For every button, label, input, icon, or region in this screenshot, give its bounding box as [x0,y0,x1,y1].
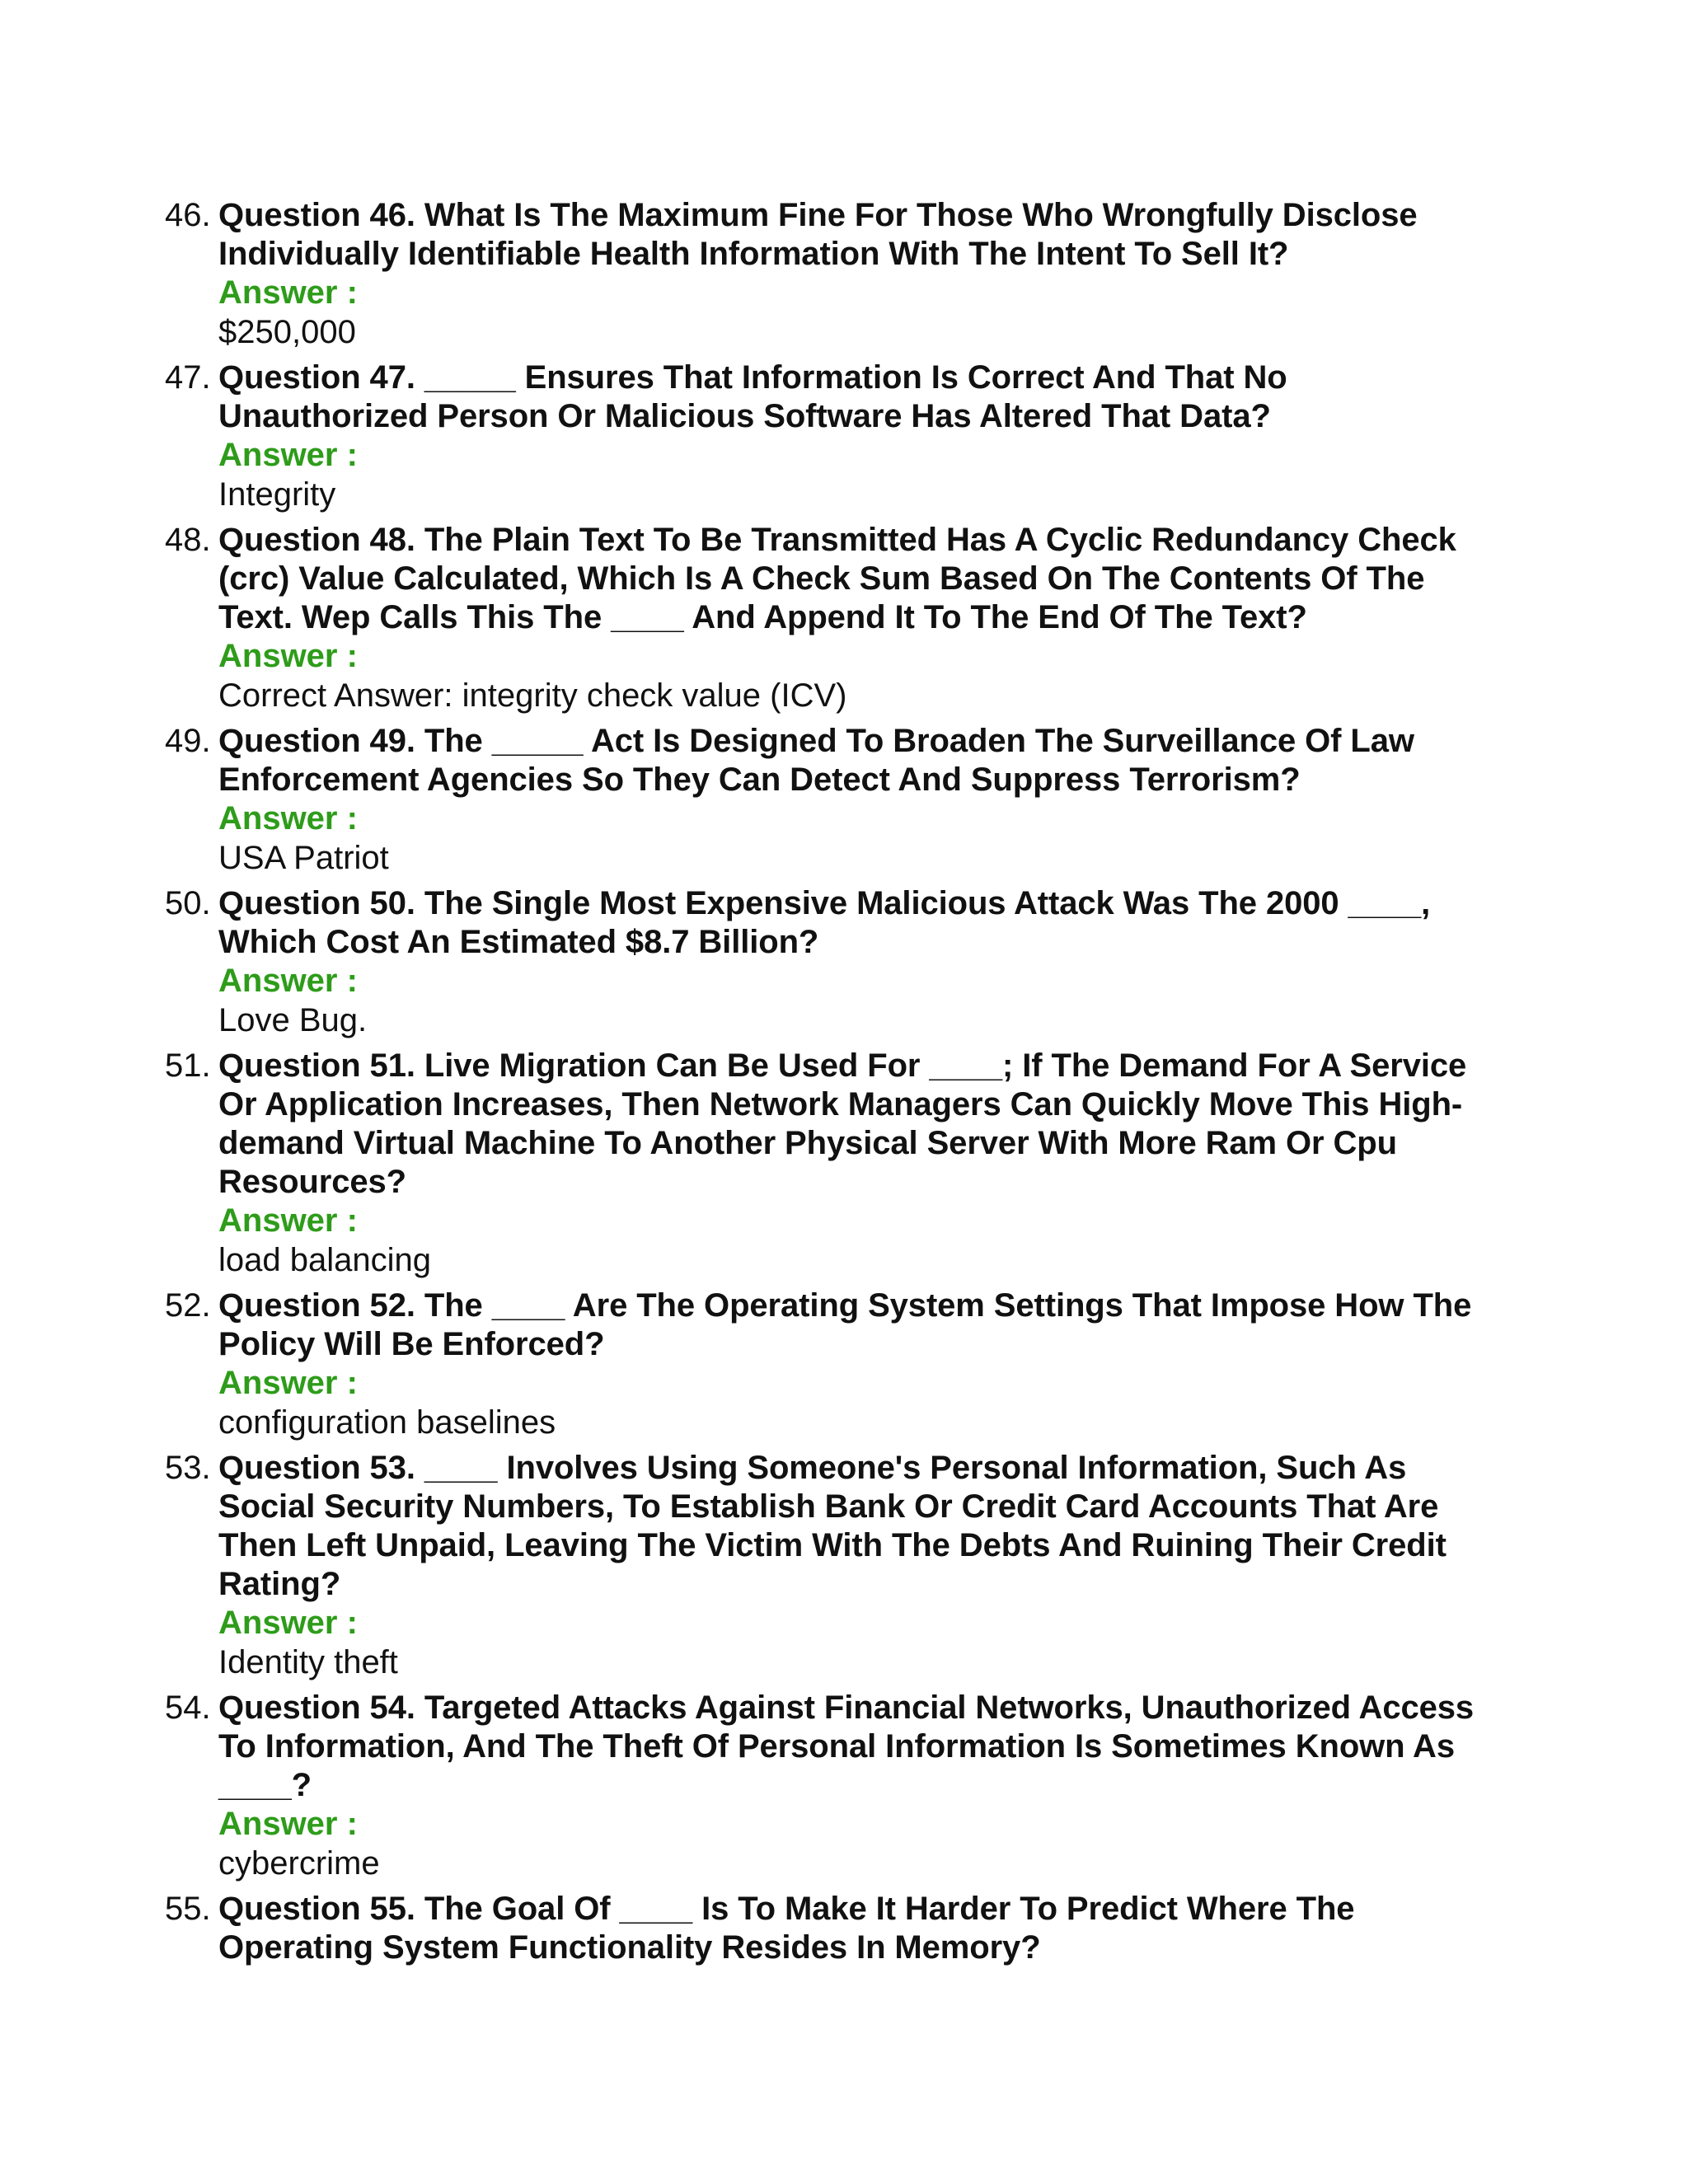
answer-label: Answer : [218,1605,358,1641]
question-item-55 [165,1890,1484,1967]
answer-text: Love Bug. [218,1002,368,1038]
answer-text: Integrity [218,476,336,513]
question-number: 53. [165,1450,211,1486]
answer-label: Answer : [218,1202,358,1239]
answer-text: $250,000 [218,314,356,350]
question-item-54 [165,1689,1484,1883]
question-text: Question 52. The ____ Are The Operating System Settings That Impose How The Policy Will Be Enforced? [218,1287,1472,1362]
question-text: Question 48. The Plain Text To Be Transmitted Has A Cyclic Redundancy Check (crc) Value Calculated, Which Is A Check Sum Based On The Contents Of The Text. Wep Calls This The ____ And Append It To The End Of The Text? [218,522,1456,635]
question-text: Question 51. Live Migration Can Be Used For ____; If The Demand For A Service Or Application Increases, Then Network Managers Can Quickly Move This High-demand Virtual Machine To Another Physical Server With More Ram Or Cpu Resources? [218,1047,1467,1200]
answer-label: Answer : [218,437,358,473]
question-number: 49. [165,723,211,759]
answer-text: Correct Answer: integrity check value (ICV) [218,677,847,714]
answer-text: cybercrime [218,1845,380,1882]
answer-label: Answer : [218,274,358,311]
answer-label: Answer : [218,1365,358,1401]
question-number: 47. [165,359,211,396]
question-item-48 [165,521,1484,715]
question-item-52 [165,1286,1484,1442]
question-text: Question 54. Targeted Attacks Against Financial Networks, Unauthorized Access To Information, And The Theft Of Personal Information Is Sometimes Known As ____? [218,1690,1475,1803]
answer-label: Answer : [218,1806,358,1842]
question-text: Question 46. What Is The Maximum Fine For Those Who Wrongfully Disclose Individually Identifiable Health Information With The Intent To Sell It? [218,197,1418,272]
question-number: 50. [165,885,211,921]
question-list [165,196,1484,1967]
question-text: Question 49. The _____ Act Is Designed To Broaden The Surveillance Of Law Enforcement Agencies So They Can Detect And Suppress Terrorism? [218,723,1414,798]
question-text: Question 55. The Goal Of ____ Is To Make It Harder To Predict Where The Operating System Functionality Resides In Memory? [218,1891,1355,1966]
question-number: 54. [165,1690,211,1726]
answer-label: Answer : [218,963,358,999]
answer-label: Answer : [218,638,358,674]
question-item-53 [165,1449,1484,1682]
question-number: 48. [165,522,211,558]
answer-text: USA Patriot [218,840,389,876]
answer-label: Answer : [218,800,358,837]
question-number: 52. [165,1287,211,1324]
question-item-47 [165,359,1484,514]
question-text: Question 50. The Single Most Expensive Malicious Attack Was The 2000 ____, Which Cost An Estimated $8.7 Billion? [218,885,1431,960]
question-text: Question 47. _____ Ensures That Information Is Correct And That No Unauthorized Person Or Malicious Software Has Altered That Data? [218,359,1287,434]
question-item-46 [165,196,1484,352]
question-item-49 [165,722,1484,878]
question-number: 46. [165,197,211,233]
question-number: 51. [165,1047,211,1084]
question-item-50 [165,884,1484,1040]
answer-text: load balancing [218,1242,431,1278]
answer-text: Identity theft [218,1644,398,1680]
question-item-51 [165,1047,1484,1280]
answer-text: configuration baselines [218,1404,556,1441]
question-text: Question 53. ____ Involves Using Someone's Personal Information, Such As Social Security Numbers, To Establish Bank Or Credit Card Accounts That Are Then Left Unpaid, Leaving The Victim With The Debts And Ruining Their Credit Rating? [218,1450,1447,1602]
question-number: 55. [165,1891,211,1927]
